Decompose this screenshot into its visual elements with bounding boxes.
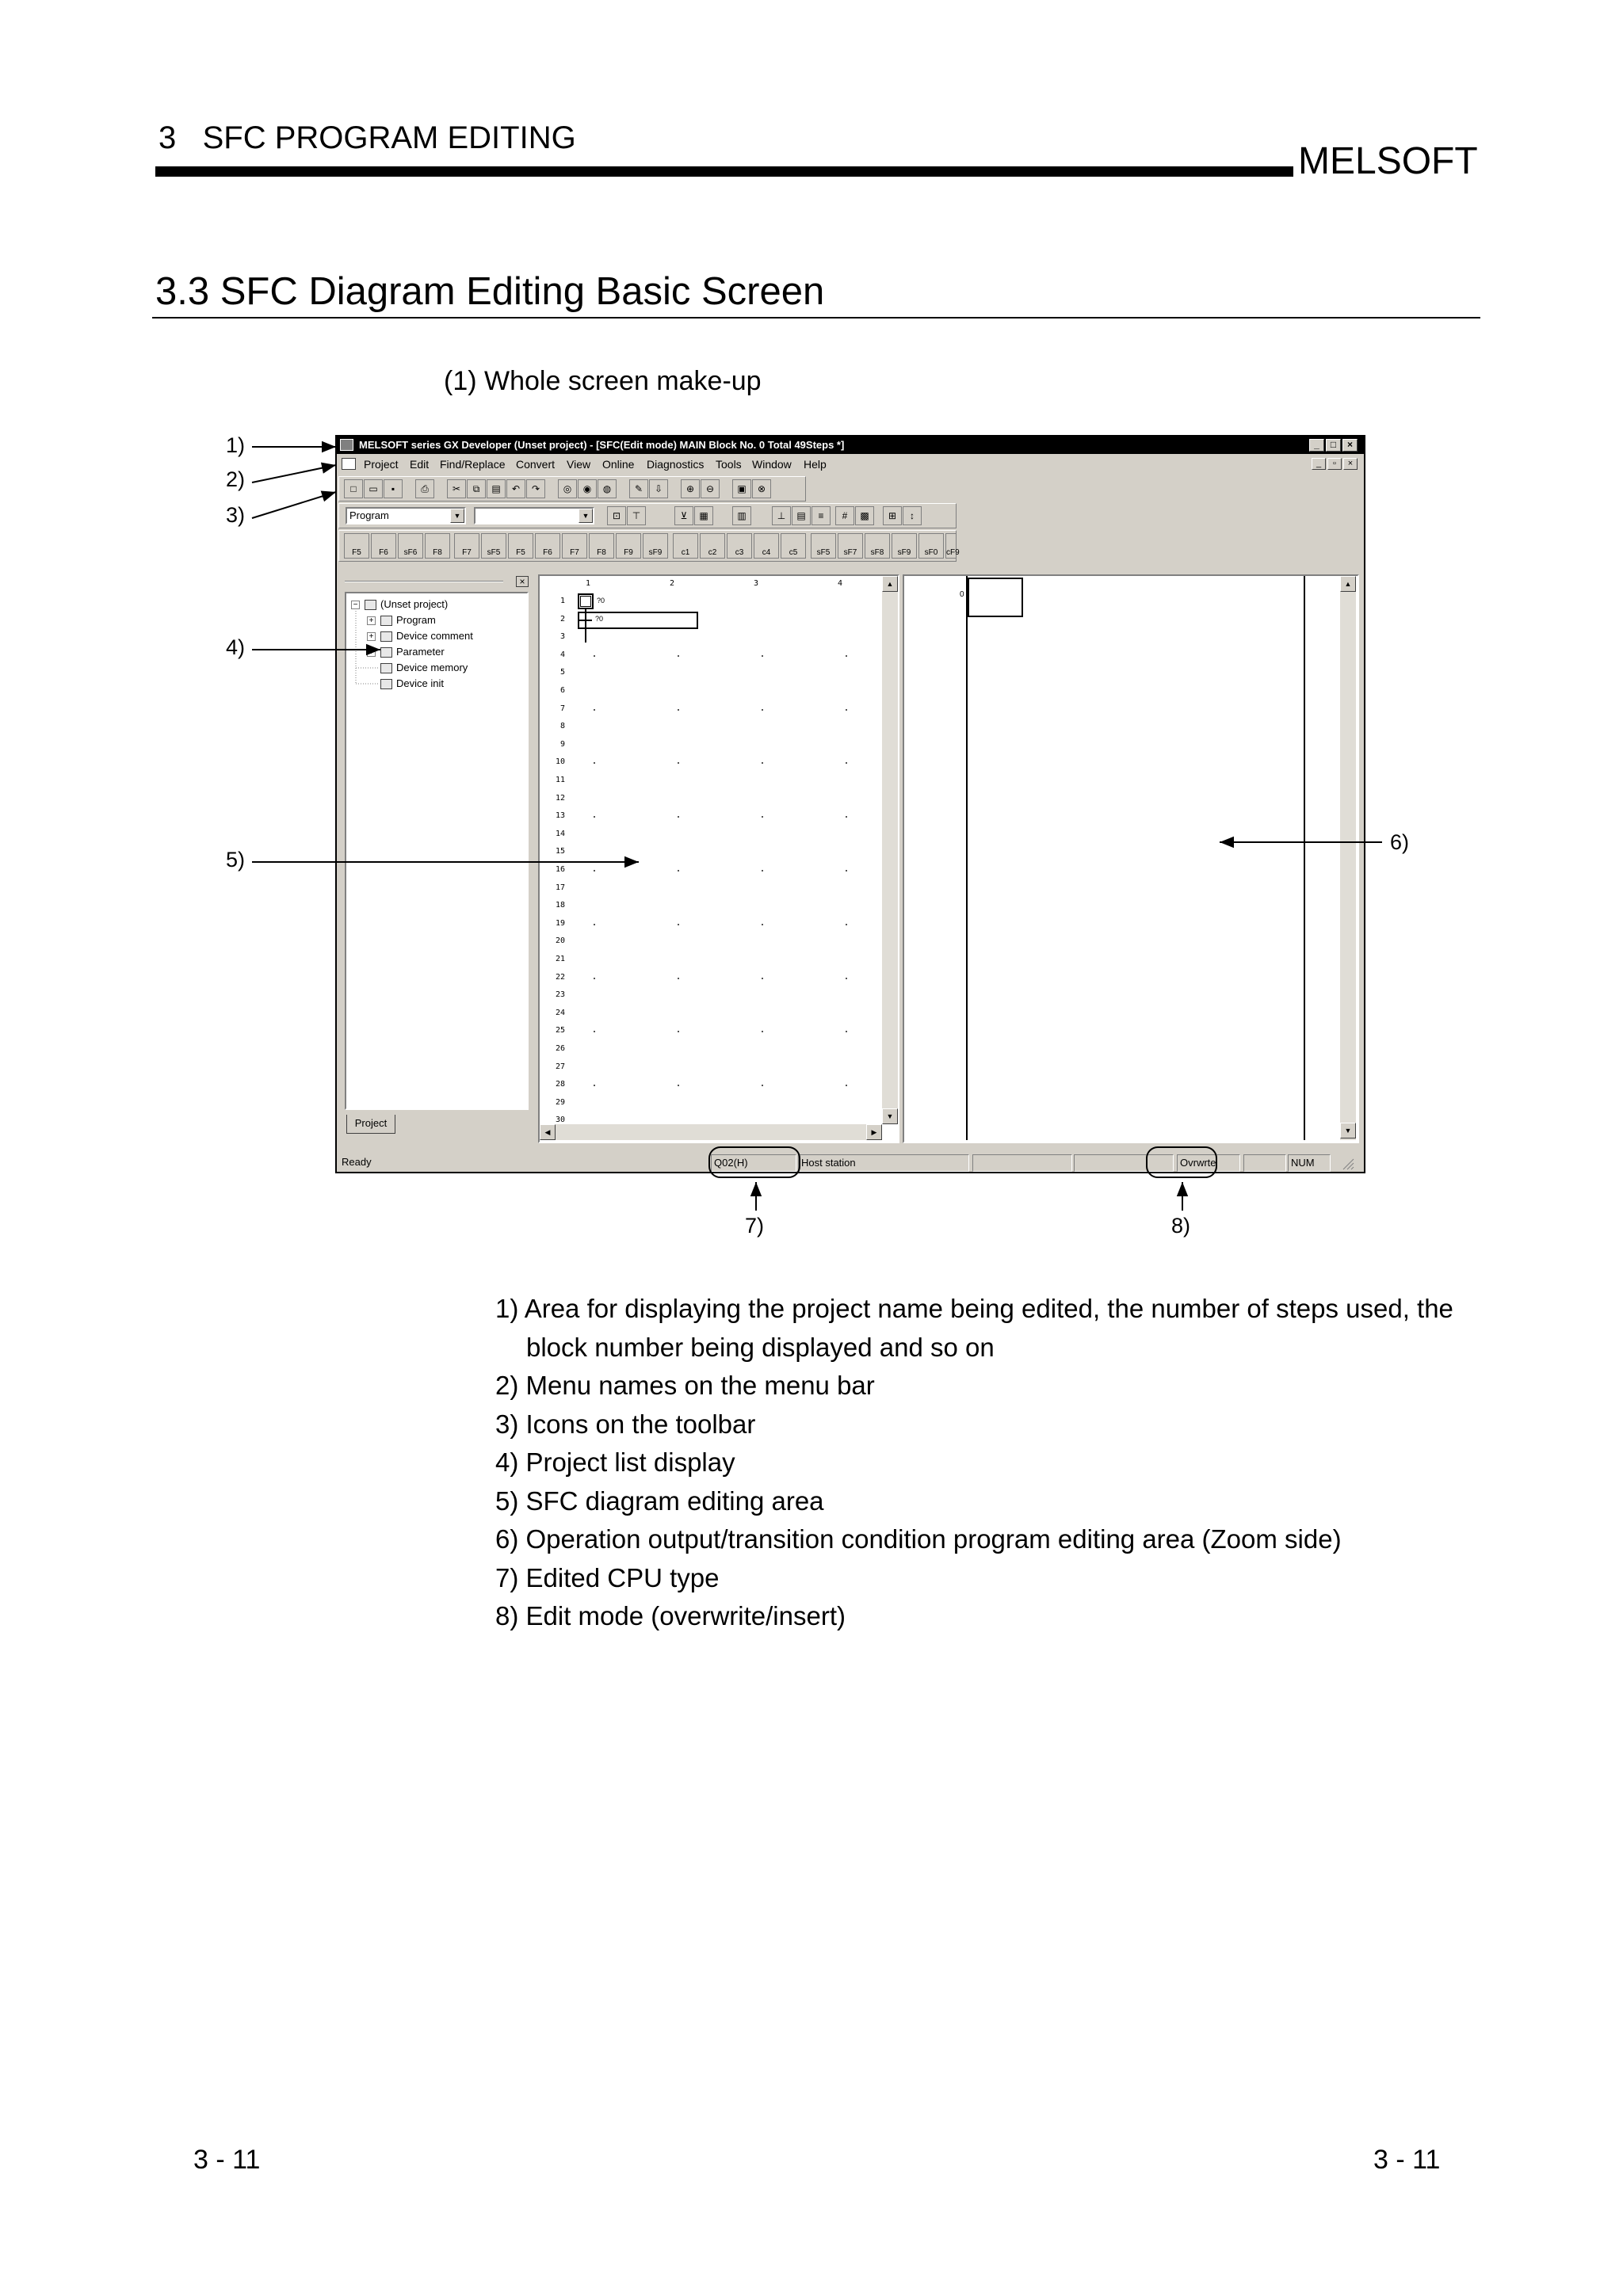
- fkey-c4[interactable]: c4: [754, 533, 779, 559]
- fkey-c1[interactable]: c1: [673, 533, 698, 559]
- minimize-button[interactable]: _: [1309, 439, 1324, 452]
- sfc-row-number: 10: [556, 757, 566, 767]
- block-list-icon[interactable]: ⊻: [674, 506, 693, 525]
- sfc-row-number: 20: [556, 936, 566, 946]
- copy-icon[interactable]: ⧉: [467, 479, 486, 498]
- sfc-row-number: 27: [556, 1062, 566, 1071]
- brand-name: MELSOFT: [1298, 140, 1478, 182]
- fkey-sel-coup[interactable]: F6: [535, 533, 560, 559]
- mdi-restore-button[interactable]: ▫: [1327, 458, 1342, 470]
- fkey-sel-div[interactable]: sF5: [481, 533, 506, 559]
- sfc-row-number: 19: [556, 918, 566, 928]
- scroll-left-icon[interactable]: ◀: [540, 1124, 556, 1140]
- tree-node-project[interactable]: − (Unset project): [351, 598, 448, 611]
- fkey-sf7[interactable]: sF7: [838, 533, 863, 559]
- zoom-out-icon[interactable]: ⊖: [701, 479, 720, 498]
- chapter-title: 3 SFC PROGRAM EDITING: [158, 120, 576, 155]
- cut-icon[interactable]: ✂: [447, 479, 466, 498]
- sfc-row-number: 13: [556, 811, 566, 821]
- sfc-row-number: 7: [560, 704, 566, 713]
- callout-3: 3): [226, 503, 246, 527]
- scroll-right-icon[interactable]: ▶: [866, 1124, 882, 1140]
- comment-icon[interactable]: ▥: [732, 506, 751, 525]
- scroll-up-icon[interactable]: ▲: [1340, 576, 1356, 592]
- fkey-sf9[interactable]: sF9: [892, 533, 917, 559]
- page-number-right: 3 - 11: [1373, 2145, 1441, 2175]
- program-combo[interactable]: Program ▼: [346, 507, 466, 524]
- sfc-column-4: 4: [838, 579, 843, 588]
- tree-node-device-init[interactable]: Device init: [380, 677, 444, 690]
- description-item: 5) SFC diagram editing area: [495, 1486, 824, 1516]
- sfc-step-label: ?0: [597, 597, 605, 605]
- tree-node-program[interactable]: + Program: [367, 614, 436, 627]
- sfc-row-number: 30: [556, 1116, 566, 1125]
- sfc-row-number: 5: [560, 668, 566, 677]
- callout-4: 4): [226, 635, 246, 659]
- description-item: 2) Menu names on the menu bar: [495, 1371, 875, 1400]
- mdi-close-button[interactable]: ×: [1343, 458, 1358, 470]
- sfc-row-number: 29: [556, 1097, 566, 1107]
- tree-node-device-memory[interactable]: Device memory: [380, 662, 468, 674]
- sfc-column-3: 3: [754, 579, 759, 588]
- callout-8: 8): [1171, 1214, 1191, 1238]
- fkey-step[interactable]: F5: [344, 533, 369, 559]
- tab-project[interactable]: Project: [346, 1115, 395, 1134]
- sfc-row-number: 23: [556, 990, 566, 1000]
- description-item: 3) Icons on the toolbar: [495, 1409, 756, 1439]
- monitor-icon[interactable]: ▣: [732, 479, 751, 498]
- chevron-down-icon: ▼: [450, 509, 464, 523]
- sfc-row-number: 24: [556, 1008, 566, 1017]
- scroll-down-icon[interactable]: ▼: [1340, 1123, 1356, 1138]
- status-ready: Ready: [342, 1156, 372, 1168]
- sfc-row-number: 6: [560, 686, 566, 695]
- fkey-par-div[interactable]: F5: [508, 533, 533, 559]
- description-item: 1) Area for displaying the project name being edited, the number of steps used, the block number being displayed and so on: [495, 1294, 1453, 1362]
- menu-window[interactable]: Window: [752, 458, 792, 471]
- expand-icon[interactable]: +: [367, 616, 376, 625]
- sfc-row-number: 1: [560, 597, 566, 605]
- callout-6: 6): [1390, 830, 1410, 854]
- callout-1: 1): [226, 433, 246, 457]
- zoom-in-icon[interactable]: ⊕: [681, 479, 700, 498]
- sfc-row-number: 9: [560, 739, 566, 749]
- sfc-transition-label: ?0: [595, 615, 604, 623]
- sort-icon[interactable]: ↕: [903, 506, 922, 525]
- sfc-row-number: 16: [556, 865, 566, 874]
- sfc-row-number: 28: [556, 1080, 566, 1089]
- collapse-icon[interactable]: −: [351, 601, 360, 609]
- tree-node-device-comment[interactable]: + Device comment: [367, 630, 473, 643]
- description-item: 8) Edit mode (overwrite/insert): [495, 1601, 846, 1630]
- menu-view[interactable]: View: [567, 458, 591, 471]
- fkey-sf0[interactable]: sF0: [918, 533, 944, 559]
- find-device-icon[interactable]: ◎: [558, 479, 577, 498]
- sfc-row-number: 18: [556, 901, 566, 910]
- menu-help[interactable]: Help: [804, 458, 827, 471]
- sfc-column-1: 1: [586, 579, 591, 588]
- status-edit-mode: Ovrwrte: [1177, 1154, 1240, 1172]
- grid-icon[interactable]: ⊞: [883, 506, 902, 525]
- fkey-sf5[interactable]: sF5: [811, 533, 836, 559]
- description-item: 4) Project list display: [495, 1447, 735, 1477]
- fkey-sf8[interactable]: sF8: [865, 533, 890, 559]
- fkey-cf9[interactable]: cF9: [945, 533, 957, 559]
- sfc-row-number: 12: [556, 793, 566, 803]
- fkey-hline[interactable]: sF9: [643, 533, 668, 559]
- sfc-row-number: 25: [556, 1026, 566, 1035]
- chevron-down-icon: ▼: [579, 509, 593, 523]
- sfc-row-number: 15: [556, 847, 566, 856]
- sfc-auto-scroll-icon[interactable]: ≡: [812, 506, 831, 525]
- description-item: 6) Operation output/transition condition program editing area (Zoom side): [495, 1524, 1342, 1554]
- fkey-del-vline[interactable]: F9: [616, 533, 641, 559]
- diagnostics-icon[interactable]: ⊗: [752, 479, 771, 498]
- zoom-step-number: 0: [960, 590, 964, 599]
- fkey-c2[interactable]: c2: [700, 533, 725, 559]
- sfc-row-number: 17: [556, 883, 566, 892]
- status-station: Host station: [798, 1154, 969, 1172]
- menu-find-replace[interactable]: Find/Replace: [440, 458, 506, 471]
- close-button[interactable]: ×: [1342, 439, 1358, 452]
- paste-icon[interactable]: ▤: [487, 479, 506, 498]
- fkey-par-coup[interactable]: F7: [562, 533, 587, 559]
- page-number-left: 3 - 11: [193, 2145, 261, 2175]
- sfc-transition-icon[interactable]: ▤: [792, 506, 811, 525]
- menu-diagnostics[interactable]: Diagnostics: [647, 458, 705, 471]
- fkey-c5[interactable]: c5: [781, 533, 806, 559]
- sfc-row-number: 26: [556, 1044, 566, 1053]
- menu-edit[interactable]: Edit: [410, 458, 430, 471]
- sfc-row-number: 14: [556, 829, 566, 838]
- save-icon[interactable]: ▪: [384, 479, 403, 498]
- fkey-end-step[interactable]: sF6: [398, 533, 423, 559]
- sfc-row-number: 8: [560, 722, 566, 731]
- new-file-icon[interactable]: □: [344, 479, 363, 498]
- fkey-jump[interactable]: F8: [425, 533, 450, 559]
- expand-icon[interactable]: +: [367, 648, 376, 657]
- menu-convert[interactable]: Convert: [516, 458, 556, 471]
- sfc-row-number: 2: [560, 614, 566, 624]
- fkey-vline[interactable]: F8: [589, 533, 614, 559]
- sfc-row-number: 3: [560, 632, 566, 642]
- open-file-icon[interactable]: ▭: [364, 479, 383, 498]
- redo-icon[interactable]: ↷: [526, 479, 545, 498]
- block-info-icon[interactable]: ▦: [694, 506, 713, 525]
- menu-online[interactable]: Online: [602, 458, 635, 471]
- scroll-up-icon[interactable]: ▲: [882, 576, 898, 592]
- subsection-title: (1) Whole screen make-up: [444, 366, 762, 396]
- find-instruction-icon[interactable]: ◉: [578, 479, 597, 498]
- status-cpu-type: Q02(H): [711, 1154, 796, 1172]
- status-num-lock: NUM: [1288, 1154, 1331, 1172]
- window-title: MELSOFT series GX Developer (Unset project) - [SFC(Edit mode) MAIN Block No. 0 Total 49Steps *]: [359, 439, 845, 451]
- sfc-comment-icon[interactable]: ▩: [855, 506, 874, 525]
- print-icon[interactable]: ⎙: [415, 479, 434, 498]
- ladder-view-icon[interactable]: ⊡: [607, 506, 626, 525]
- sfc-row-number: 11: [556, 776, 566, 784]
- description-list: [495, 1290, 1494, 1636]
- description-item: 7) Edited CPU type: [495, 1562, 720, 1592]
- undo-icon[interactable]: ↶: [506, 479, 525, 498]
- find-step-icon[interactable]: ◍: [598, 479, 617, 498]
- expand-icon[interactable]: +: [367, 632, 376, 641]
- callout-7: 7): [745, 1214, 765, 1238]
- sfc-row-number: 4: [560, 650, 566, 659]
- step-number-icon[interactable]: #: [835, 506, 854, 525]
- sfc-view-icon[interactable]: ⊤: [627, 506, 646, 525]
- sfc-column-2: 2: [670, 579, 675, 588]
- callout-2: 2): [226, 467, 246, 491]
- sfc-row-number: 21: [556, 955, 566, 963]
- scroll-down-icon[interactable]: ▼: [882, 1108, 898, 1124]
- fkey-block-start[interactable]: F6: [371, 533, 396, 559]
- write-plc-icon[interactable]: ✎: [629, 479, 648, 498]
- maximize-button[interactable]: □: [1326, 439, 1341, 452]
- close-icon[interactable]: ×: [516, 576, 529, 587]
- fkey-transition[interactable]: F7: [454, 533, 479, 559]
- callout-5: 5): [226, 848, 246, 871]
- menu-tools[interactable]: Tools: [716, 458, 742, 471]
- section-title: 3.3 SFC Diagram Editing Basic Screen: [155, 270, 825, 313]
- sfc-step-icon[interactable]: ⊥: [772, 506, 791, 525]
- read-plc-icon[interactable]: ⇩: [649, 479, 668, 498]
- fkey-c3[interactable]: c3: [727, 533, 752, 559]
- sfc-row-number: 22: [556, 972, 566, 982]
- mdi-minimize-button[interactable]: _: [1312, 458, 1326, 470]
- menu-project[interactable]: Project: [364, 458, 399, 471]
- tree-node-parameter[interactable]: + Parameter: [367, 646, 445, 658]
